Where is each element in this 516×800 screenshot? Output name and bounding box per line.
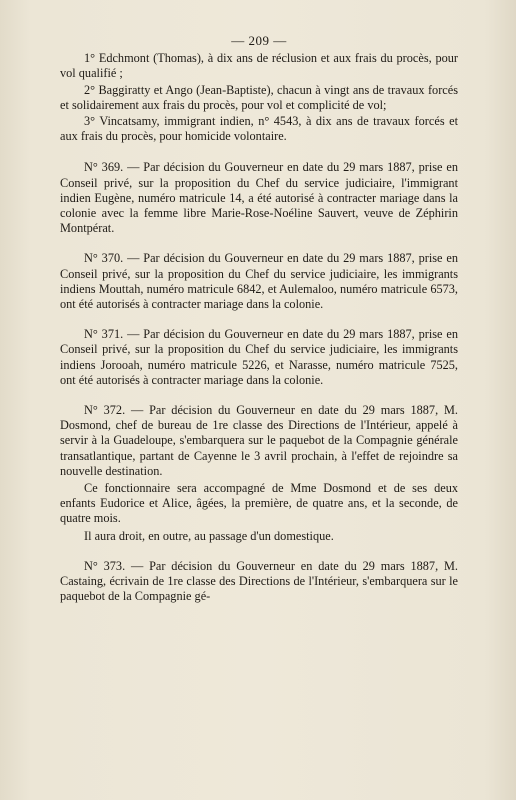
section-spacer [60,544,458,559]
decision-372: N° 372. — Par décision du Gouverneur en date du 29 mars 1887, M. Dosmond, chef de bureau de 1re classe des Directions de l'Intérieur, appelé à servir à la Guadeloupe, s'embarquera sur le paquebot de la Compagnie générale transatlantique, partant de Cayenne le 3 avril prochain, à l'effet de rejoindre sa nouvelle destination. [60,403,458,478]
sentence-item-3: 3° Vincatsamy, immigrant indien, n° 4543, à dix ans de travaux forcés et aux frais du procès, pour homicide volontaire. [60,114,458,144]
section-spacer [60,236,458,251]
page-number-header: — 209 — [231,33,287,48]
section-spacer [60,145,458,160]
decision-369: N° 369. — Par décision du Gouverneur en date du 29 mars 1887, prise en Conseil privé, sur la proposition du Chef du service judiciaire, l'immigrant indien Eugène, numéro matricule 14, a été autorisé à contracter mariage dans la colonie avec la femme libre Marie-Rose-Noéline Sauvert, veuve de Zéphirin Montpérat. [60,160,458,236]
decision-372-companions: Ce fonctionnaire sera accompagné de Mme Dosmond et de ses deux enfants Eudorice et Alice, âgées, la première, de quatre ans, et la seconde, de quatre mois. [60,481,458,526]
decision-370: N° 370. — Par décision du Gouverneur en date du 29 mars 1887, prise en Conseil privé, sur la proposition du Chef du service judiciaire, les immigrants indiens Mouttah, numéro matricule 6842, et Aulemaloo, numéro matricule 6573, ont été autorisés à contracter mariage dans la colonie. [60,251,458,312]
sentence-item-1: 1° Edchmont (Thomas), à dix ans de réclusion et aux frais du procès, pour vol qualifié ; [60,51,458,81]
decision-373: N° 373. — Par décision du Gouverneur en date du 29 mars 1887, M. Castaing, écrivain de 1re classe des Directions de l'Intérieur, s'embarquera sur le paquebot de la Compagnie gé- [60,558,458,604]
sentence-item-2: 2° Baggiratty et Ango (Jean-Baptiste), chacun à vingt ans de travaux forcés et solidairement aux frais du procès, pour vol et complicité de vol; [60,82,458,112]
decision-371: N° 371. — Par décision du Gouverneur en date du 29 mars 1887, prise en Conseil privé, sur la proposition du Chef du service judiciaire, les immigrants indiens Jorooah, numéro matricule 5226, et Narasse, numéro matricule 7525, ont été autorisés à contracter mariage dans la colonie. [60,327,458,387]
page-content [60,33,458,605]
section-spacer [60,388,458,403]
decision-372-servant: Il aura droit, en outre, au passage d'un domestique. [84,528,334,543]
section-spacer [60,312,458,327]
